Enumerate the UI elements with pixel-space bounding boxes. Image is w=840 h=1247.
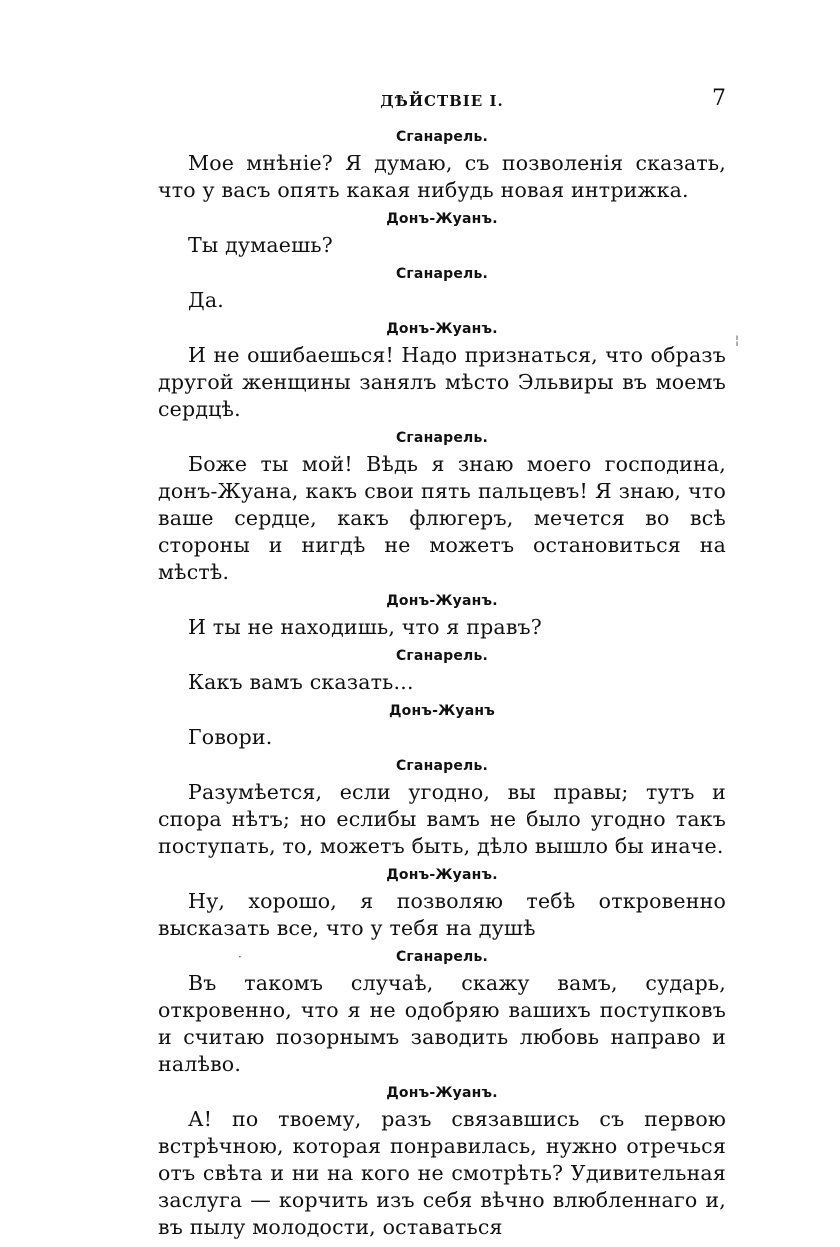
- speaker-label: Донъ-Жуанъ.: [386, 321, 498, 337]
- speech-text: Какъ вамъ сказать...: [188, 670, 414, 694]
- speaker-label: Сганарель.: [395, 648, 489, 664]
- speaker-label: Сганарель.: [395, 129, 489, 145]
- speech-text: Боже ты мой! Вѣдь я знаю моего господина, донъ-Жуана, какъ свои пять пальцевъ! Я знаю, что ваше сердце, какъ флюгеръ, мечется во всѣ стороны и нигдѣ не можетъ остановиться на мѣстѣ.: [158, 452, 726, 584]
- speaker-label: Донъ-Жуанъ.: [386, 211, 498, 227]
- speech-text: И не ошибаешься! Надо признаться, что образъ другой женщины занялъ мѣсто Эльвиры въ моемъ сердцѣ.: [158, 343, 726, 421]
- speech-text: Мое мнѣніе? Я думаю, съ позволенія сказать, что у васъ опять какая нибудь новая интрижка.: [158, 151, 726, 202]
- speaker-label: Сганарель.: [395, 758, 489, 774]
- speech-text: Да.: [188, 288, 225, 312]
- speaker-label: Донъ-Жуанъ.: [386, 867, 498, 883]
- speaker-label: Донъ-Жуанъ.: [386, 593, 498, 609]
- speech-text: И ты не находишь, что я правъ?: [188, 615, 542, 639]
- speech-text: Разумѣется, если угодно, вы правы; тутъ и спора нѣтъ; но еслибы вамъ не было угодно такъ поступать, то, можетъ быть, дѣло вышло бы иначе.: [158, 780, 726, 858]
- ink-speck: ·: [238, 950, 242, 964]
- speaker-label: Сганарель.: [395, 949, 489, 965]
- speech-text: А! по твоему, разъ связавшись съ первою встрѣчною, которая понравилась, нужно отречься отъ свѣта и ни на кого не смотрѣть? Удивительная заслуга — корчить изъ себя вѣчно влюбленнаго и, въ пылу молодости, оставаться: [158, 1107, 726, 1239]
- play-text: [158, 128, 726, 1247]
- speech-text: Въ такомъ случаѣ, скажу вамъ, сударь, откровенно, что я не одобряю вашихъ поступковъ и считаю позорнымъ заводить любовь направо и налѣво.: [158, 971, 726, 1076]
- speaker-label: Донъ-Жуанъ: [389, 703, 495, 719]
- speaker-label: Сганарель.: [395, 430, 489, 446]
- act-title: ДѢЙСТВІЕ I.: [380, 92, 504, 110]
- speech-text: Ну, хорошо, я позволяю тебѣ откровенно высказать все, что у тебя на душѣ: [158, 889, 726, 940]
- speaker-label: Донъ-Жуанъ.: [386, 1085, 498, 1101]
- speaker-label: Сганарель.: [395, 266, 489, 282]
- running-head: [158, 86, 726, 116]
- page-number: 7: [712, 86, 726, 111]
- speech-text: Говори.: [188, 725, 273, 749]
- margin-mark: ¦: [735, 333, 740, 347]
- speech-text: Ты думаешь?: [188, 233, 333, 257]
